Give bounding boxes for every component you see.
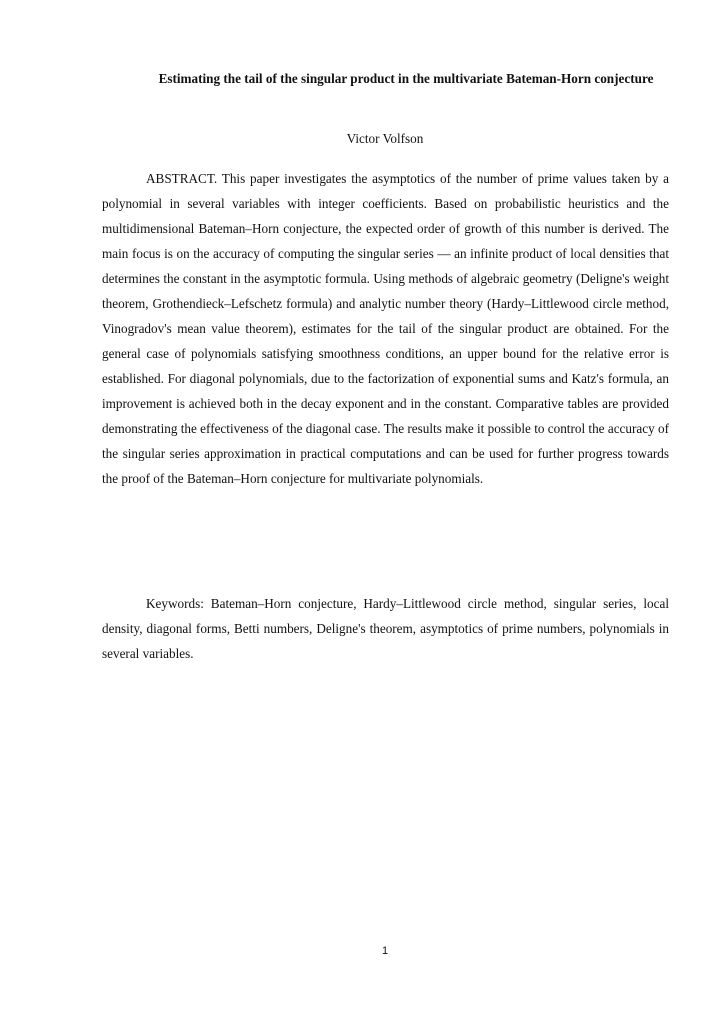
keywords-paragraph: Keywords: Bateman–Horn conjecture, Hardy–Littlewood circle method, singular series, local density, diagonal forms, Betti numbers, Deligne's theorem, asymptotics of prime numbers, polynomials in several variables. xyxy=(102,596,669,661)
page-number: 1 xyxy=(381,945,389,957)
paper-author: Victor Volfson xyxy=(346,131,424,146)
paper-title: Estimating the tail of the singular product in the multivariate Bateman-Horn conjecture xyxy=(158,71,654,86)
abstract-paragraph: ABSTRACT. This paper investigates the asymptotics of the number of prime values taken by a polynomial in several variables with integer coefficients. Based on probabilistic heuristics and the multidimensional Bateman–Horn conjecture, the expected order of growth of this number is derived. The main focus is on the accuracy of computing the singular series — an infinite product of local densities that determines the constant in the asymptotic formula. Using methods of algebraic geometry (Deligne's weight theorem, Grothendieck–Lefschetz formula) and analytic number theory (Hardy–Littlewood circle method, Vinogradov's mean value theorem), estimates for the tail of the singular product are obtained. For the general case of polynomials satisfying smoothness conditions, an upper bound for the relative error is established. For diagonal polynomials, due to the factorization of exponential sums and Katz's formula, an improvement is achieved both in the decay exponent and in the constant. Comparative tables are provided demonstrating the effectiveness of the diagonal case. The results make it possible to control the accuracy of the singular series approximation in practical computations and can be used for further progress towards the proof of the Bateman–Horn conjecture for multivariate polynomials. xyxy=(102,171,669,486)
